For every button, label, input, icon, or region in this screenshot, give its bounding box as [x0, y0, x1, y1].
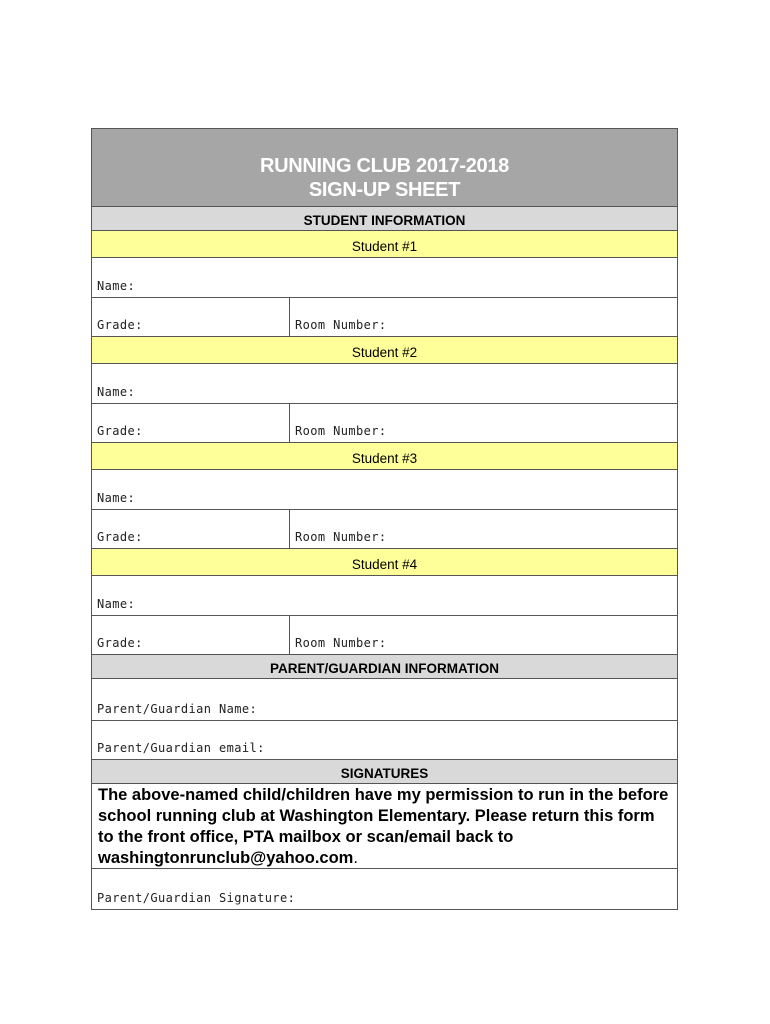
student-3-room-label: Room Number:	[295, 530, 387, 544]
student-3-room-field[interactable]	[290, 510, 677, 548]
student-2-grade-field[interactable]	[92, 404, 290, 442]
permission-period: .	[353, 849, 358, 867]
student-2-room-field[interactable]	[290, 404, 677, 442]
signup-sheet	[91, 128, 678, 910]
student-4-room-label: Room Number:	[295, 636, 387, 650]
student-1-name-label: Name:	[97, 279, 136, 293]
student-2-room-label: Room Number:	[295, 424, 387, 438]
student-2-header: Student #2	[92, 337, 677, 364]
parent-name-row[interactable]	[92, 679, 677, 721]
student-3-grade-room-row	[92, 510, 677, 549]
student-4-header: Student #4	[92, 549, 677, 576]
student-4-name-row[interactable]	[92, 576, 677, 616]
student-1-room-label: Room Number:	[295, 318, 387, 332]
student-1-grade-field[interactable]	[92, 298, 290, 336]
student-1-name-row[interactable]	[92, 258, 677, 298]
student-2-grade-label: Grade:	[97, 424, 143, 438]
student-3-grade-label: Grade:	[97, 530, 143, 544]
student-1-grade-room-row	[92, 298, 677, 337]
student-2-grade-room-row	[92, 404, 677, 443]
student-1-header: Student #1	[92, 231, 677, 258]
student-3-name-row[interactable]	[92, 470, 677, 510]
signatures-header: SIGNATURES	[92, 760, 677, 784]
student-3-name-label: Name:	[97, 491, 136, 505]
permission-text: The above-named child/children have my permission to run in the before school running club at Washington Elementary. Please return this form to the front office, PTA mailbox or scan/email back to washingtonrunclub@yahoo.com	[98, 786, 669, 867]
student-2-name-label: Name:	[97, 385, 136, 399]
title-block	[92, 129, 677, 207]
student-1-grade-label: Grade:	[97, 318, 143, 332]
student-3-grade-field[interactable]	[92, 510, 290, 548]
parent-email-row[interactable]	[92, 721, 677, 760]
permission-statement	[92, 784, 677, 869]
student-4-name-label: Name:	[97, 597, 136, 611]
parent-email-label: Parent/Guardian email:	[97, 741, 265, 755]
student-4-grade-field[interactable]	[92, 616, 290, 654]
student-4-grade-label: Grade:	[97, 636, 143, 650]
student-1-room-field[interactable]	[290, 298, 677, 336]
sheet-title: RUNNING CLUB 2017-2018	[259, 155, 510, 177]
sheet-subtitle: SIGN-UP SHEET	[308, 179, 461, 201]
student-2-name-row[interactable]	[92, 364, 677, 404]
student-information-header: STUDENT INFORMATION	[92, 207, 677, 231]
student-4-room-field[interactable]	[290, 616, 677, 654]
student-3-header: Student #3	[92, 443, 677, 470]
student-4-grade-room-row	[92, 616, 677, 655]
parent-name-label: Parent/Guardian Name:	[97, 702, 258, 716]
parent-guardian-information-header: PARENT/GUARDIAN INFORMATION	[92, 655, 677, 679]
parent-signature-label: Parent/Guardian Signature:	[97, 891, 296, 905]
parent-signature-row[interactable]	[92, 869, 677, 909]
